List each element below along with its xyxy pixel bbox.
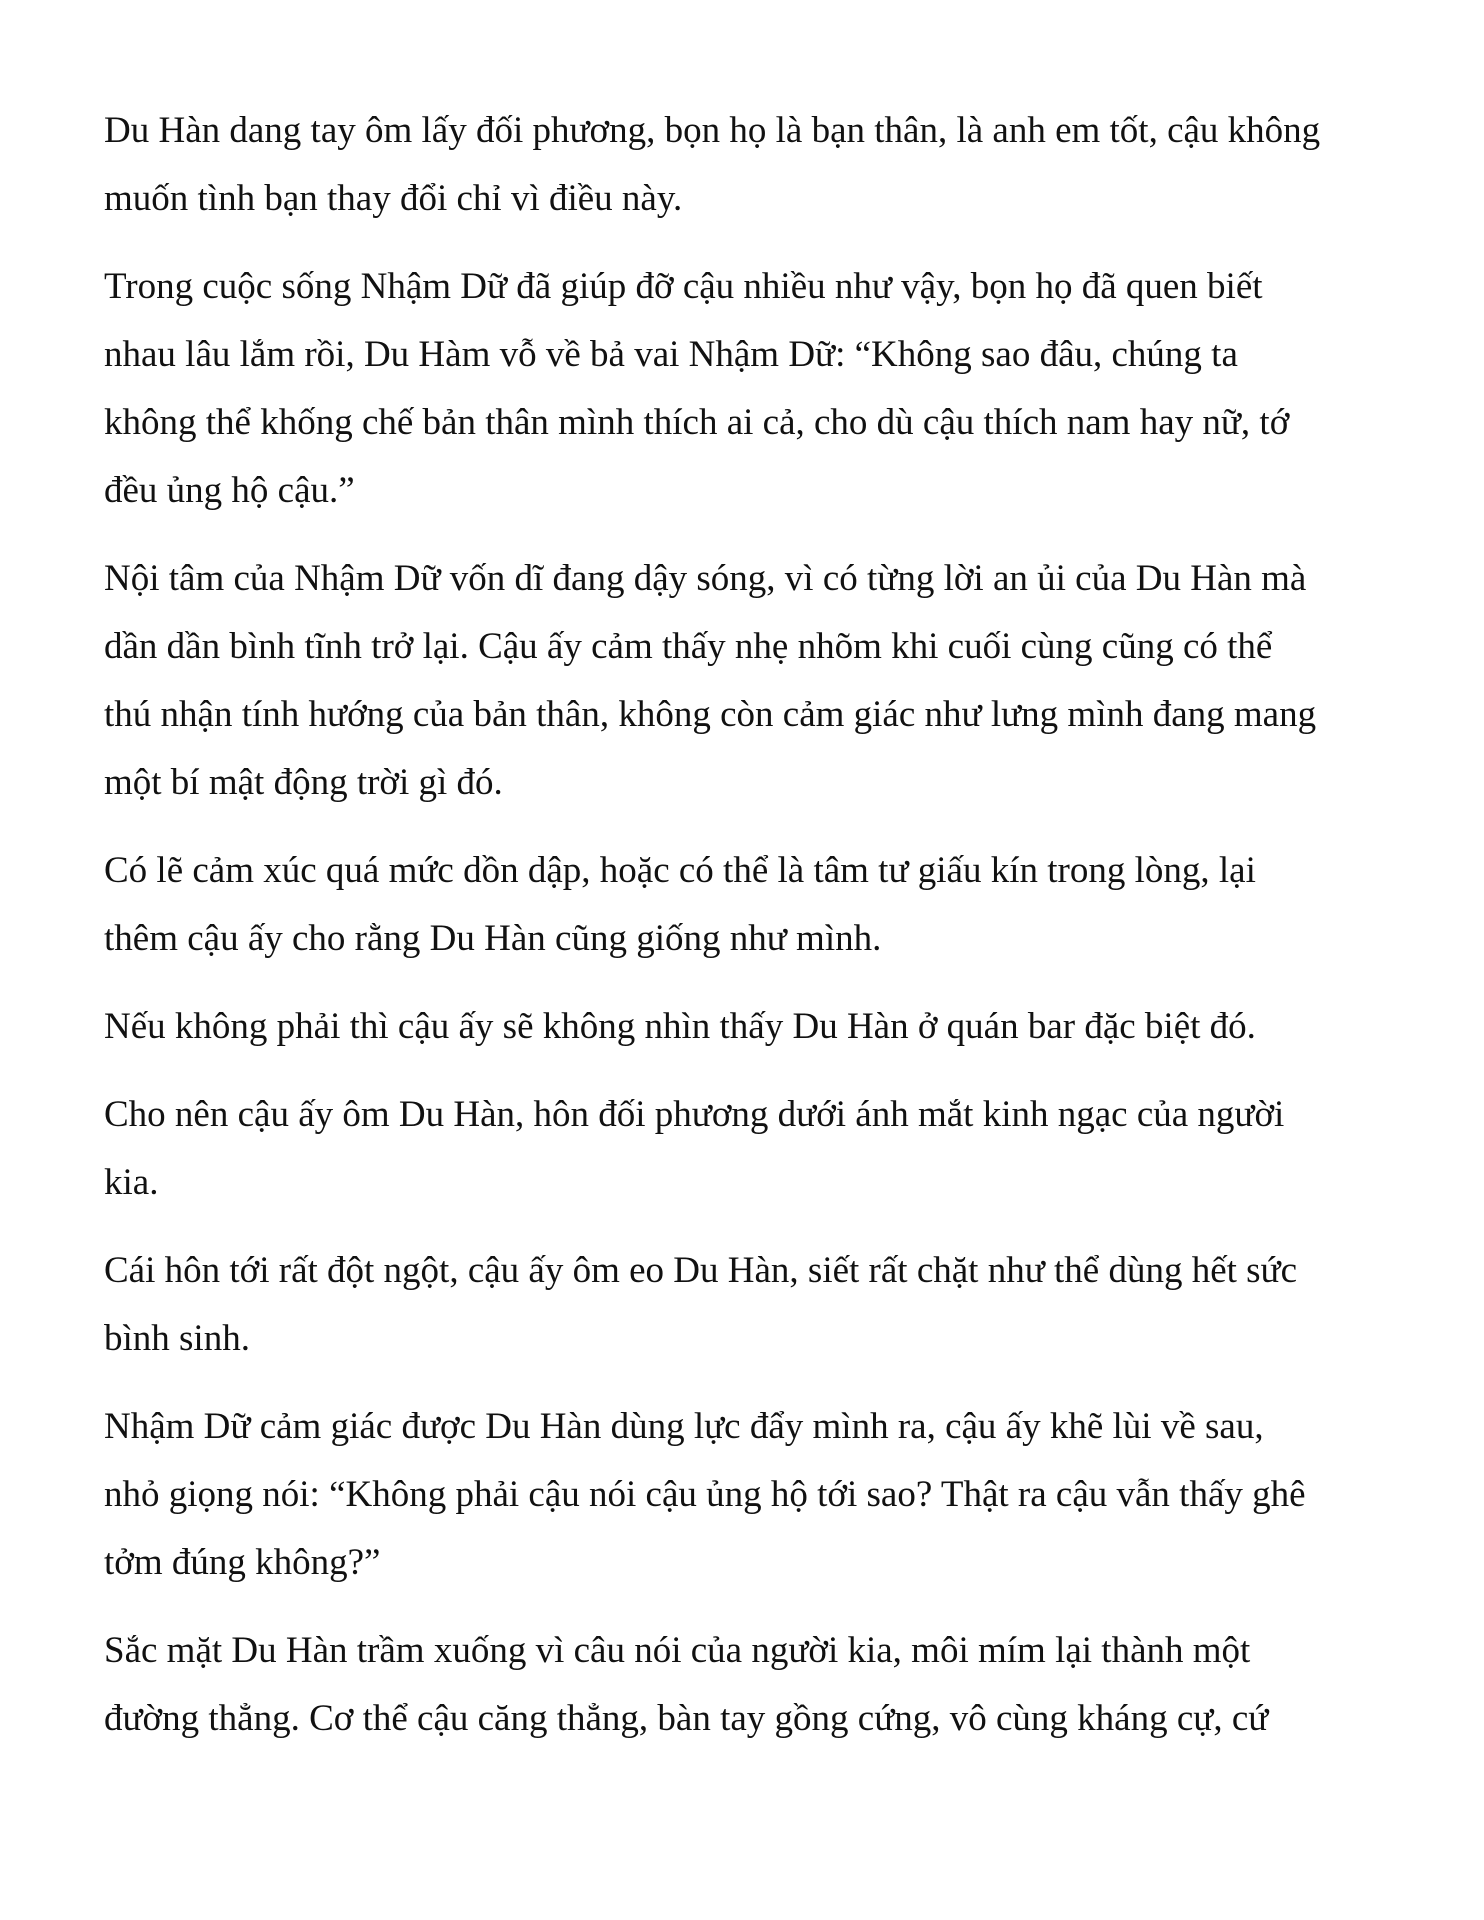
paragraph (104, 837, 1404, 973)
text-line: Có lẽ cảm xúc quá mức dồn dập, hoặc có thể là tâm tư giấu kín trong lòng, lại (104, 850, 1256, 891)
text-line: muốn tình bạn thay đổi chỉ vì điều này. (104, 178, 683, 219)
text-line: thú nhận tính hướng của bản thân, không còn cảm giác như lưng mình đang mang (104, 694, 1317, 735)
text-line: bình sinh. (104, 1318, 250, 1359)
paragraph (104, 993, 1404, 1061)
text-line: đều ủng hộ cậu.” (104, 470, 355, 511)
text-line: Trong cuộc sống Nhậm Dữ đã giúp đỡ cậu nhiều như vậy, bọn họ đã quen biết (104, 266, 1263, 307)
text-line: Cái hôn tới rất đột ngột, cậu ấy ôm eo Du Hàn, siết rất chặt như thể dùng hết sức (104, 1250, 1298, 1291)
text-line: nhỏ giọng nói: “Không phải cậu nói cậu ủng hộ tới sao? Thật ra cậu vẫn thấy ghê (104, 1474, 1306, 1515)
text-line: Du Hàn dang tay ôm lấy đối phương, bọn họ là bạn thân, là anh em tốt, cậu không (104, 110, 1321, 151)
text-line: Cho nên cậu ấy ôm Du Hàn, hôn đối phương dưới ánh mắt kinh ngạc của người (104, 1094, 1285, 1135)
text-line: nhau lâu lắm rồi, Du Hàm vỗ về bả vai Nhậm Dữ: “Không sao đâu, chúng ta (104, 334, 1238, 375)
text-line: thêm cậu ấy cho rằng Du Hàn cũng giống như mình. (104, 918, 882, 959)
text-line: dần dần bình tĩnh trở lại. Cậu ấy cảm thấy nhẹ nhõm khi cuối cùng cũng có thể (104, 626, 1273, 667)
paragraph (104, 1081, 1404, 1217)
text-line: Nội tâm của Nhậm Dữ vốn dĩ đang dậy sóng, vì có từng lời an ủi của Du Hàn mà (104, 558, 1307, 599)
text-line: đường thẳng. Cơ thể cậu căng thẳng, bàn tay gồng cứng, vô cùng kháng cự, cứ (104, 1698, 1269, 1739)
paragraph (104, 1617, 1404, 1753)
text-line: Nếu không phải thì cậu ấy sẽ không nhìn thấy Du Hàn ở quán bar đặc biệt đó. (104, 1006, 1256, 1047)
text-line: Sắc mặt Du Hàn trầm xuống vì câu nói của người kia, môi mím lại thành một (104, 1630, 1251, 1671)
text-line: kia. (104, 1162, 159, 1203)
document-body (104, 97, 1404, 1773)
text-line: Nhậm Dữ cảm giác được Du Hàn dùng lực đẩy mình ra, cậu ấy khẽ lùi về sau, (104, 1406, 1264, 1447)
paragraph (104, 545, 1404, 817)
text-line: tởm đúng không?” (104, 1542, 381, 1583)
text-line: một bí mật động trời gì đó. (104, 762, 503, 803)
paragraph (104, 97, 1404, 233)
paragraph (104, 253, 1404, 525)
paragraph (104, 1237, 1404, 1373)
text-line: không thể khống chế bản thân mình thích ai cả, cho dù cậu thích nam hay nữ, tớ (104, 402, 1290, 443)
paragraph (104, 1393, 1404, 1597)
